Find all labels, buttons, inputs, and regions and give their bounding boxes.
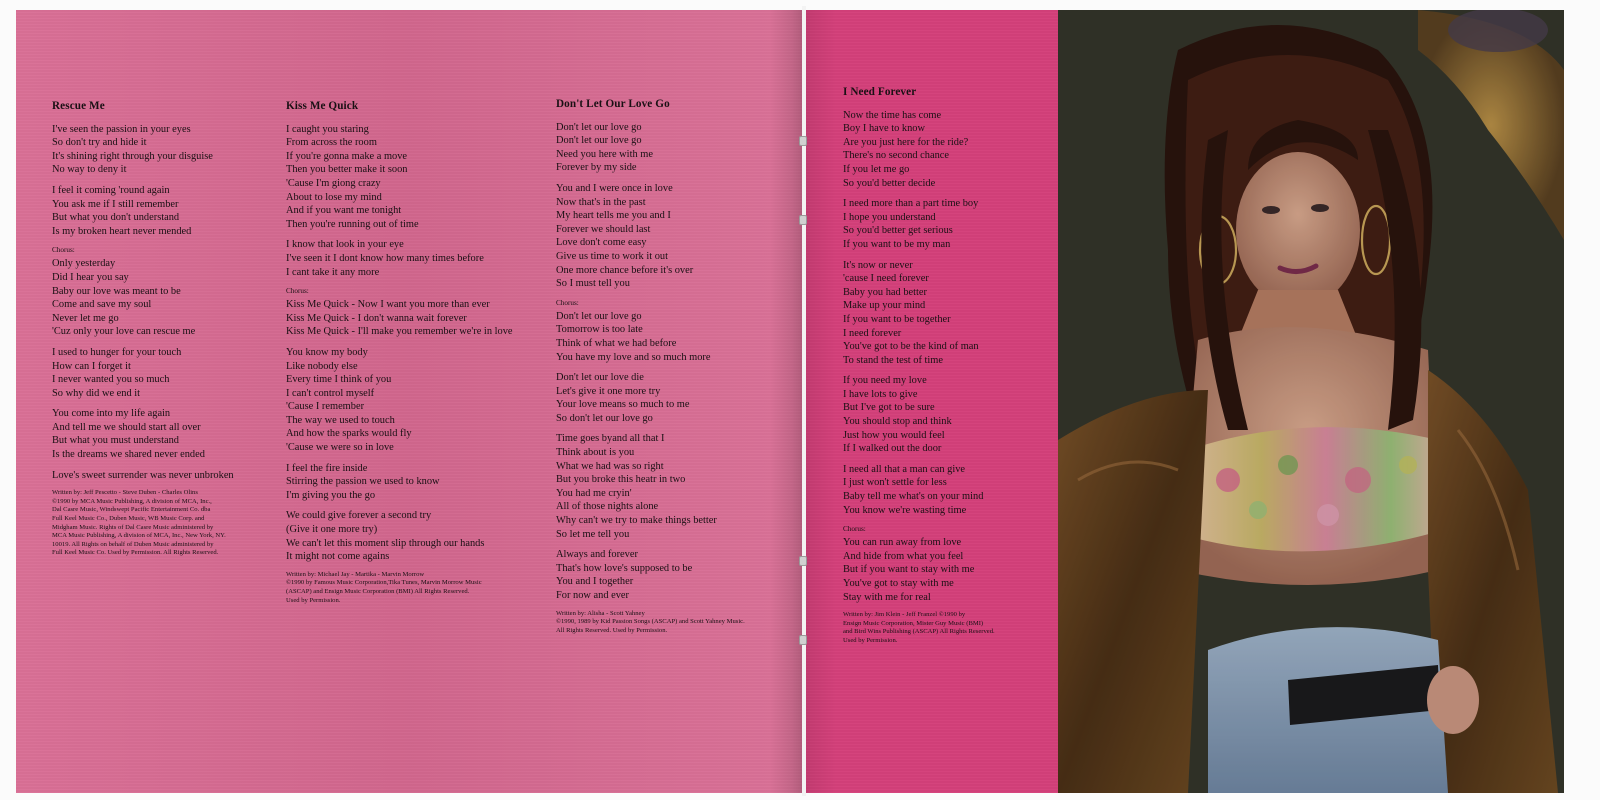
lyric-line: Every time I think of you bbox=[286, 374, 392, 386]
lyric-line: Tomorrow is too late bbox=[556, 324, 643, 336]
lyric-line: I just won't settle for less bbox=[843, 477, 947, 489]
lyric-line: I hope you understand bbox=[843, 211, 936, 223]
lyric-line: Don't let our love go bbox=[556, 121, 642, 133]
lyric-line: We could give forever a second try bbox=[286, 510, 432, 522]
lyric-line: But you broke this heatr in two bbox=[556, 474, 686, 486]
lyric-line: If you need my love bbox=[843, 375, 927, 387]
lyric-line: I've seen the passion in your eyes bbox=[52, 123, 191, 135]
credit-line: Written by: Jeff Pescetto - Steve Duben - Charles Olins bbox=[52, 489, 198, 497]
verse bbox=[286, 509, 526, 563]
song-kiss-me-quick bbox=[286, 100, 526, 605]
lyric-line: Love's sweet surrender was never unbroken bbox=[52, 469, 234, 481]
credit-line: Dal Casre Music, Windswept Pacific Entertainment Co. dba bbox=[52, 506, 211, 514]
lyric-line: But what you must understand bbox=[52, 435, 179, 447]
song-title: I Need Forever bbox=[843, 86, 917, 98]
song-credits bbox=[52, 489, 272, 558]
verse bbox=[556, 371, 776, 425]
verse bbox=[286, 238, 526, 279]
lyric-line: What we had was so right bbox=[556, 460, 664, 472]
chorus-label: Chorus: bbox=[556, 298, 579, 307]
lyric-line: You and I together bbox=[556, 576, 634, 588]
lyric-line: I caught you staring bbox=[286, 123, 369, 135]
verse bbox=[52, 346, 272, 400]
lyric-line: Just how you would feel bbox=[843, 429, 945, 441]
lyric-line: It's now or never bbox=[843, 259, 913, 271]
staple-icon bbox=[799, 215, 807, 225]
lyric-line: I know that look in your eye bbox=[286, 239, 404, 251]
lyric-line: I'm giving you the go bbox=[286, 489, 376, 501]
credit-line: Written by: Michael Jay - Martika - Marvin Morrow bbox=[286, 570, 425, 578]
credit-line: ©1990, 1989 by Kid Passion Songs (ASCAP) and Scott Yahney Music. bbox=[556, 618, 745, 626]
lyric-line: That's how love's supposed to be bbox=[556, 562, 693, 574]
lyric-line: If you're gonna make a move bbox=[286, 150, 408, 162]
chorus-label: Chorus: bbox=[843, 525, 866, 534]
lyric-line: Love don't come easy bbox=[556, 237, 647, 249]
chorus-label: Chorus: bbox=[52, 246, 75, 255]
lyric-line: If I walked out the door bbox=[843, 443, 942, 455]
lyric-line: No way to deny it bbox=[52, 164, 127, 176]
credit-line: Written by: Jim Klein - Jeff Franzel ©1990 by bbox=[843, 611, 966, 619]
lyric-line: Make up your mind bbox=[843, 300, 926, 312]
lyric-line: Did I hear you say bbox=[52, 271, 129, 283]
lyric-line: Baby you had better bbox=[843, 286, 927, 298]
lyric-line: Now the time has come bbox=[843, 109, 942, 121]
lyric-line: Only yesterday bbox=[52, 258, 116, 270]
lyric-line: Think of what we had before bbox=[556, 337, 677, 349]
song-i-need-forever bbox=[843, 86, 1043, 646]
credit-line: MCA Music Publishing, A division of MCA, Inc., New York, NY. bbox=[52, 532, 226, 540]
lyric-line: Never let me go bbox=[52, 312, 119, 324]
lyric-line: I have lots to give bbox=[843, 388, 918, 400]
artist-photo-illustration bbox=[1058, 10, 1564, 793]
lyric-line: Your love means so much to me bbox=[556, 399, 690, 411]
lyric-line: But I've got to be sure bbox=[843, 402, 935, 414]
song-title: Rescue Me bbox=[52, 100, 105, 112]
credit-line: Used by Permission. bbox=[286, 596, 341, 604]
credit-line: Used by Permission. bbox=[843, 636, 898, 644]
lyric-line: My heart tells me you and I bbox=[556, 210, 671, 222]
lyric-line: And how the sparks would fly bbox=[286, 428, 412, 440]
lyric-line: I never wanted you so much bbox=[52, 374, 170, 386]
lyric-line: I can't control myself bbox=[286, 387, 375, 399]
verse bbox=[556, 121, 776, 175]
lyric-line: 'cause I need forever bbox=[843, 273, 929, 285]
lyric-line: About to lose my mind bbox=[286, 191, 382, 203]
lyric-line: Like nobody else bbox=[286, 360, 358, 372]
lyric-line: But what you don't understand bbox=[52, 212, 180, 224]
song-rescue-me bbox=[52, 100, 272, 558]
lyric-line: Don't let our love go bbox=[556, 135, 642, 147]
lyric-line: I've seen it I dont know how many times before bbox=[286, 252, 484, 264]
verse bbox=[843, 259, 1043, 368]
credit-line: (ASCAP) and Ensign Music Corporation (BMI) All Rights Reserved. bbox=[286, 588, 470, 595]
lyric-line: It might not come agains bbox=[286, 551, 390, 563]
lyric-line: You have my love and so much more bbox=[556, 351, 711, 363]
song-title: Kiss Me Quick bbox=[286, 100, 359, 112]
verse bbox=[843, 463, 1043, 517]
credit-line: Midgham Music. Rights of Dal Casre Music administered by bbox=[52, 523, 214, 531]
verse bbox=[286, 346, 526, 455]
verse bbox=[52, 469, 272, 483]
lyric-line: I feel the fire inside bbox=[286, 462, 368, 474]
lyric-line: It's shining right through your disguise bbox=[52, 150, 213, 162]
verse bbox=[286, 123, 526, 232]
lyric-line: Why can't we try to make things better bbox=[556, 515, 717, 527]
lyric-line: Baby our love was meant to be bbox=[52, 285, 181, 297]
lyric-line: All of those nights alone bbox=[556, 501, 659, 513]
lyric-line: You know my body bbox=[286, 346, 368, 358]
song-credits bbox=[286, 571, 526, 605]
lyric-line: You know we're wasting time bbox=[843, 504, 967, 516]
lyric-line: I used to hunger for your touch bbox=[52, 346, 182, 358]
lyric-line: 'Cuz only your love can rescue me bbox=[52, 326, 196, 338]
credit-line: 10019. All Rights on behalf of Duben Music administered by bbox=[52, 540, 214, 548]
verse bbox=[843, 374, 1043, 456]
lyric-line: Need you here with me bbox=[556, 148, 653, 160]
lyric-line: Think about is you bbox=[556, 447, 635, 459]
lyric-line: You've got to stay with me bbox=[843, 578, 954, 589]
lyric-line: From across the room bbox=[286, 137, 377, 149]
credit-line: Full Keel Music Co., Duben Music, WB Music Corp. and bbox=[52, 515, 205, 523]
lyric-line: You had me cryin' bbox=[556, 487, 632, 499]
lyric-line: Now that's in the past bbox=[556, 196, 646, 208]
lyric-line: You come into my life again bbox=[52, 408, 171, 420]
lyric-line: Then you better make it soon bbox=[286, 164, 408, 176]
staple-icon bbox=[799, 556, 807, 566]
lyric-line: You can run away from love bbox=[843, 537, 962, 549]
lyric-line: 'Cause we were so in love bbox=[286, 442, 394, 454]
lyric-line: Then you're running out of time bbox=[286, 218, 419, 230]
lyric-line: Let's give it one more try bbox=[556, 385, 661, 397]
credit-line: and Bird Wins Publishing (ASCAP) All Rights Reserved. bbox=[843, 628, 995, 636]
lyric-line: Baby tell me what's on your mind bbox=[843, 491, 984, 503]
lyric-line: 'Cause I'm giong crazy bbox=[286, 177, 381, 189]
credit-line: All Rights Reserved. Used by Permission. bbox=[556, 626, 668, 634]
lyric-line: And tell me we should start all over bbox=[52, 421, 201, 433]
lyric-line: I feel it coming 'round again bbox=[52, 184, 170, 196]
verse bbox=[52, 184, 272, 238]
lyric-line: Don't let our love die bbox=[556, 372, 644, 384]
lyric-line: To stand the test of time bbox=[843, 354, 943, 366]
lyric-line: Stirring the passion we used to know bbox=[286, 476, 440, 488]
lyric-line: If you let me go bbox=[843, 163, 910, 175]
lyric-line: There's no second chance bbox=[843, 150, 950, 162]
chorus bbox=[286, 286, 526, 339]
lyric-line: 'Cause I remember bbox=[286, 401, 365, 413]
lyric-line: (Give it one more try) bbox=[286, 524, 378, 536]
chorus bbox=[843, 524, 1043, 604]
lyric-line: Kiss Me Quick - Now I want you more than ever bbox=[286, 299, 490, 311]
credit-line: Written by: Alisha - Scott Yahney bbox=[556, 609, 645, 617]
verse bbox=[556, 548, 776, 602]
lyric-line: Always and forever bbox=[556, 549, 638, 561]
lyric-line: I need more than a part time boy bbox=[843, 198, 979, 210]
chorus bbox=[52, 245, 272, 339]
chorus bbox=[556, 298, 776, 364]
verse bbox=[52, 123, 272, 177]
lyric-line: And hide from what you feel bbox=[843, 550, 964, 562]
lyric-line: Come and save my soul bbox=[52, 299, 152, 311]
lyric-line: I need forever bbox=[843, 327, 902, 339]
lyric-line: Forever we should last bbox=[556, 223, 651, 235]
lyric-line: You should stop and think bbox=[843, 416, 952, 428]
lyric-line: For now and ever bbox=[556, 590, 630, 601]
lyric-line: So don't let our love go bbox=[556, 412, 653, 424]
lyric-line: Stay with me for real bbox=[843, 591, 931, 603]
verse bbox=[556, 432, 776, 541]
lyric-line: So let me tell you bbox=[556, 528, 630, 540]
lyric-line: You ask me if I still remember bbox=[52, 198, 179, 210]
lyric-line: Kiss Me Quick - I'll make you remember we're in love bbox=[286, 326, 513, 338]
lyric-line: So you'd better get serious bbox=[843, 225, 953, 237]
chorus-label: Chorus: bbox=[286, 287, 309, 296]
lyric-line: So you'd better decide bbox=[843, 177, 936, 189]
lyric-line: So why did we end it bbox=[52, 387, 141, 399]
song-dont-let-our-love-go bbox=[556, 98, 776, 635]
lyric-line: The way we used to touch bbox=[286, 414, 395, 426]
verse bbox=[843, 197, 1043, 251]
lyric-line: So I must tell you bbox=[556, 278, 630, 290]
credit-line: ©1990 by MCA Music Publishing, A division of MCA, Inc., bbox=[52, 497, 212, 505]
lyric-line: Is my broken heart never mended bbox=[52, 225, 192, 237]
credit-line: ©1990 by Famous Music Corporation,Tika Tunes, Marvin Morrow Music bbox=[286, 579, 482, 587]
lyric-line: Don't let our love go bbox=[556, 310, 642, 322]
lyric-line: Are you just here for the ride? bbox=[843, 136, 969, 148]
lyric-line: But if you want to stay with me bbox=[843, 564, 975, 576]
lyric-line: I cant take it any more bbox=[286, 266, 380, 278]
verse bbox=[556, 182, 776, 291]
song-title: Don't Let Our Love Go bbox=[556, 98, 670, 110]
verse bbox=[843, 109, 1043, 191]
lyric-line: If you want to be together bbox=[843, 313, 951, 325]
song-credits bbox=[556, 610, 776, 636]
verse bbox=[286, 462, 526, 503]
lyric-line: So don't try and hide it bbox=[52, 137, 147, 149]
lyric-line: Kiss Me Quick - I don't wanna wait forever bbox=[286, 312, 467, 324]
staple-icon bbox=[799, 136, 807, 146]
lyric-line: Boy I have to know bbox=[843, 123, 925, 135]
lyric-line: Time goes byand all that I bbox=[556, 433, 665, 445]
credit-line: Ensign Music Corporation, Mister Guy Music (BMI) bbox=[843, 619, 984, 627]
lyric-line: Forever by my side bbox=[556, 162, 637, 174]
credit-line: Full Keel Music Co. Used by Permission. All Rights Reserved. bbox=[52, 549, 219, 557]
lyric-line: We can't let this moment slip through our hands bbox=[286, 537, 485, 549]
lyric-line: Is the dreams we shared never ended bbox=[52, 449, 205, 461]
song-credits bbox=[843, 611, 1043, 645]
staple-icon bbox=[799, 635, 807, 645]
verse bbox=[52, 407, 272, 461]
lyric-line: And if you want me tonight bbox=[286, 205, 402, 217]
lyric-line: One more chance before it's over bbox=[556, 264, 694, 276]
lyric-line: You've got to be the kind of man bbox=[843, 341, 979, 353]
lyric-line: If you want to be my man bbox=[843, 238, 951, 250]
lyric-line: I need all that a man can give bbox=[843, 463, 966, 475]
lyric-line: How can I forget it bbox=[52, 360, 131, 372]
lyric-line: You and I were once in love bbox=[556, 182, 673, 194]
artist-photo bbox=[1058, 10, 1564, 793]
lyric-line: Give us time to work it out bbox=[556, 250, 668, 262]
